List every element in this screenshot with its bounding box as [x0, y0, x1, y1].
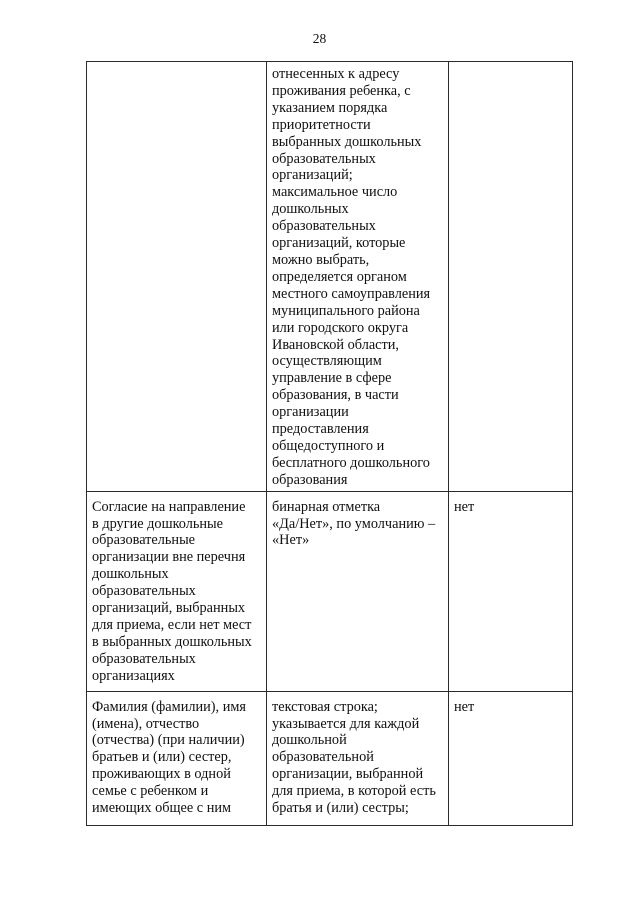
cell-text-line: отнесенных к адресу [272, 66, 400, 82]
field-required-cell [449, 691, 573, 825]
cell-text-line: в выбранных дошкольных [92, 633, 252, 650]
cell-text-line: определяется органом [272, 268, 407, 285]
cell-text-line: Фамилия (фамилии), имя [92, 698, 246, 715]
cell-text-line: дошкольных [272, 201, 349, 218]
cell-text-line: семье с ребенком и [92, 783, 209, 800]
cell-text-line: нет [454, 498, 475, 515]
field-format-cell [267, 491, 449, 691]
cell-text-line: братьев и (или) сестер, [92, 749, 232, 766]
field-required-cell [449, 491, 573, 691]
table-row [87, 491, 573, 691]
cell-text-line: предоставления [272, 421, 369, 438]
cell-text-line: выбранных дошкольных [272, 133, 422, 150]
cell-text-line: указанием порядка [272, 99, 388, 116]
cell-text-line: дошкольной [272, 732, 347, 749]
field-required-cell [449, 62, 573, 492]
cell-text-line: организаций, выбранных [92, 600, 246, 617]
cell-text-line: братья и (или) сестры; [272, 800, 409, 817]
document-table [86, 61, 573, 826]
cell-text-line: бинарная отметка [272, 498, 381, 515]
cell-text-line: или городского округа [272, 319, 409, 336]
cell-text-line: максимальное число [272, 184, 398, 201]
cell-text-line: муниципального района [272, 302, 420, 319]
cell-text-line: «Нет» [272, 532, 310, 549]
cell-text-line: проживания ребенка, с [272, 82, 411, 99]
table-row [87, 62, 573, 492]
cell-text-line: (имена), отчество [92, 715, 200, 732]
cell-text-line: общедоступного и [272, 437, 385, 454]
cell-text-line: местного самоуправления [272, 285, 431, 302]
cell-text-line: для приема, в которой есть [272, 783, 436, 800]
cell-text-line: указывается для каждой [272, 715, 420, 732]
cell-text-line: организаций; [272, 167, 353, 184]
cell-text-line: образования, в части [272, 387, 399, 404]
cell-text-line: бесплатного дошкольного [272, 454, 430, 471]
cell-text-line: организаций, которые [272, 235, 406, 252]
cell-text-line: Ивановской области, [272, 336, 400, 353]
cell-text-line: организации вне перечня [92, 549, 246, 566]
cell-text-line: образовательные [92, 532, 196, 549]
cell-text-line: образовательных [92, 650, 196, 667]
cell-text-line: (отчества) (при наличии) [92, 732, 245, 749]
field-format-cell [267, 62, 449, 492]
cell-text-line: организациях [92, 667, 175, 684]
field-name-cell [87, 691, 267, 825]
cell-text-line: организации, выбранной [272, 766, 424, 783]
cell-text-line: дошкольных [92, 566, 169, 583]
cell-text-line: осуществляющим [272, 353, 382, 370]
cell-text-line: Согласие на направление [92, 498, 246, 515]
table-row [87, 691, 573, 825]
cell-text-line: для приема, если нет мест [92, 617, 252, 633]
cell-text-line: приоритетности [272, 116, 371, 133]
cell-text-line: образовательных [92, 583, 196, 600]
cell-text-line: организации [272, 404, 349, 421]
cell-text-line: образовательной [272, 749, 374, 766]
cell-text-line: управление в сфере [272, 370, 392, 387]
cell-text-line: нет [454, 698, 475, 715]
field-name-cell [87, 62, 267, 492]
cell-text-line: текстовая строка; [272, 698, 378, 715]
cell-text-line: можно выбрать, [272, 251, 370, 268]
field-format-cell [267, 691, 449, 825]
field-name-cell [87, 491, 267, 691]
cell-text-line: образовательных [272, 218, 376, 235]
cell-text-line: «Да/Нет», по умолчанию – [272, 515, 436, 532]
cell-text-line: имеющих общее с ним [92, 800, 232, 817]
cell-text-line: образования [272, 471, 348, 488]
cell-text-line: в другие дошкольные [92, 515, 224, 532]
cell-text-line: образовательных [272, 150, 376, 167]
page-number: 28 [312, 31, 327, 46]
cell-text-line: проживающих в одной [92, 766, 231, 783]
